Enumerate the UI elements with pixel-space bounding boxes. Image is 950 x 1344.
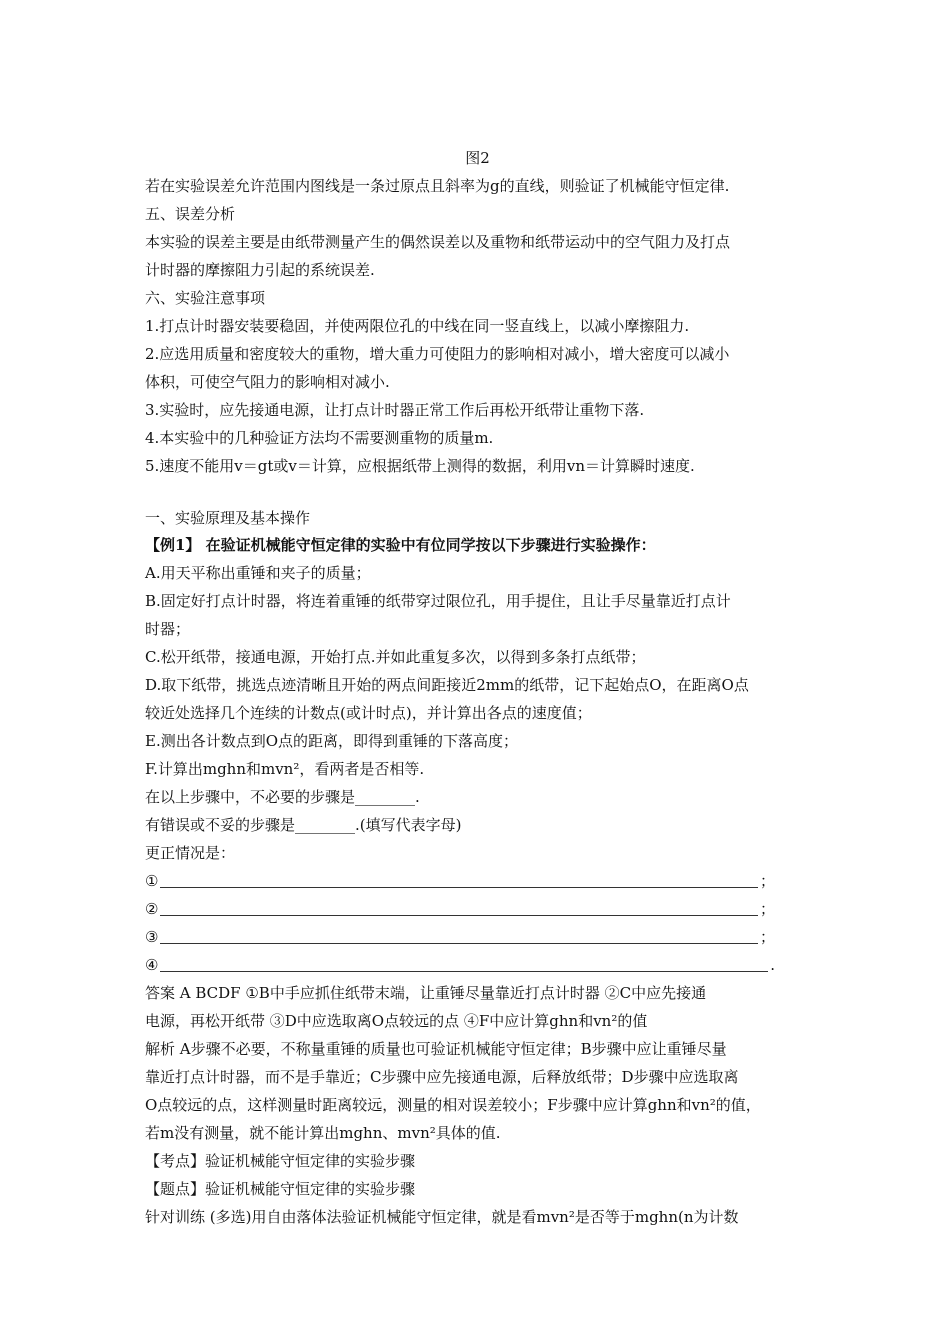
part-1-title: 一、实验原理及基本操作 <box>145 509 311 527</box>
blank-end: . <box>770 956 775 974</box>
answer-blank-2[interactable] <box>145 899 775 919</box>
note-3: 3.实验时，应先接通电源，让打点计时器正常工作后再松开纸带让重物下落. <box>145 401 645 419</box>
drill-intro: 针对训练 (多选)用自由落体法验证机械能守恒定律，就是看mvn²是否等于mghn(n为计数 <box>145 1208 739 1226</box>
note-2-line-2: 体积，可使空气阻力的影响相对减小. <box>145 373 390 391</box>
blank-mark: ① <box>145 872 159 890</box>
tidian-label: 【题点】验证机械能守恒定律的实验步骤 <box>145 1180 416 1198</box>
blank-underline <box>160 971 768 972</box>
analysis-line-3: O点较远的点，这样测量时距离较远，测量的相对误差较小；F步骤中应计算ghn和vn²的值， <box>145 1096 761 1114</box>
question-unnecessary-step: 在以上步骤中，不必要的步骤是________. <box>145 788 420 806</box>
step-b-line-1: B.固定好打点计时器，将连着重锤的纸带穿过限位孔，用手提住，且让手尽量靠近打点计 <box>145 592 731 610</box>
section-5-title: 五、误差分析 <box>145 205 236 223</box>
step-c: C.松开纸带，接通电源，开始打点.并如此重复多次，以得到多条打点纸带； <box>145 648 646 666</box>
blank-mark: ③ <box>145 928 159 946</box>
analysis-line-2: 靠近打点计时器，而不是手靠近；C步骤中应先接通电源，后释放纸带；D步骤中应选取离 <box>145 1068 739 1086</box>
blank-underline <box>160 915 758 916</box>
section-5-paragraph-line-2: 计时器的摩擦阻力引起的系统误差. <box>145 261 375 279</box>
step-d-line-1: D.取下纸带，挑选点迹清晰且开始的两点间距接近2mm的纸带，记下起始点O，在距离O点 <box>145 676 749 694</box>
figure-caption: 图2 <box>465 149 490 167</box>
step-f: F.计算出mghn和mvn²，看两者是否相等. <box>145 760 425 778</box>
kaodian-label: 【考点】验证机械能守恒定律的实验步骤 <box>145 1152 416 1170</box>
step-a: A.用天平称出重锤和夹子的质量； <box>145 564 371 582</box>
blank-underline <box>160 887 758 888</box>
note-1: 1.打点计时器安装要稳固，并使两限位孔的中线在同一竖直线上，以减小摩擦阻力. <box>145 317 690 335</box>
answer-blank-1[interactable] <box>145 871 775 891</box>
answer-line-1: 答案 A BCDF ①B中手应抓住纸带末端，让重锤尽量靠近打点计时器 ②C中应先接通 <box>145 984 707 1002</box>
step-e: E.测出各计数点到O点的距离，即得到重锤的下落高度； <box>145 732 519 750</box>
blank-end: ； <box>759 900 775 918</box>
question-wrong-steps: 有错误或不妥的步骤是________.(填写代表字母) <box>145 816 462 834</box>
analysis-line-1: 解析 A步骤不必要，不称量重锤的质量也可验证机械能守恒定律；B步骤中应让重锤尽量 <box>145 1040 727 1058</box>
note-2-line-1: 2.应选用质量和密度较大的重物，增大重力可使阻力的影响相对减小，增大密度可以减小 <box>145 345 730 363</box>
correction-label: 更正情况是： <box>145 844 236 862</box>
answer-line-2: 电源，再松开纸带 ③D中应选取离O点较远的点 ④F中应计算ghn和vn²的值 <box>145 1012 648 1030</box>
note-5: 5.速度不能用v＝gt或v＝计算，应根据纸带上测得的数据，利用vn＝计算瞬时速度. <box>145 457 695 475</box>
step-d-line-2: 较近处选择几个连续的计数点(或计时点)，并计算出各点的速度值； <box>145 704 592 722</box>
blank-end: ； <box>759 872 775 890</box>
conclusion-text: 若在实验误差允许范围内图线是一条过原点且斜率为g的直线，则验证了机械能守恒定律. <box>145 177 730 195</box>
section-6-title: 六、实验注意事项 <box>145 289 266 307</box>
analysis-line-4: 若m没有测量，就不能计算出mghn、mvn²具体的值. <box>145 1124 501 1142</box>
blank-mark: ② <box>145 900 159 918</box>
section-5-paragraph-line-1: 本实验的误差主要是由纸带测量产生的偶然误差以及重物和纸带运动中的空气阻力及打点 <box>145 233 731 251</box>
blank-mark: ④ <box>145 956 159 974</box>
blank-end: ； <box>759 928 775 946</box>
example-1-heading: 【例1】 在验证机械能守恒定律的实验中有位同学按以下步骤进行实验操作： <box>145 536 656 554</box>
step-b-line-2: 时器； <box>145 620 191 638</box>
blank-underline <box>160 943 758 944</box>
answer-blank-3[interactable] <box>145 927 775 947</box>
note-4: 4.本实验中的几种验证方法均不需要测重物的质量m. <box>145 429 494 447</box>
answer-blank-4[interactable] <box>145 955 775 975</box>
